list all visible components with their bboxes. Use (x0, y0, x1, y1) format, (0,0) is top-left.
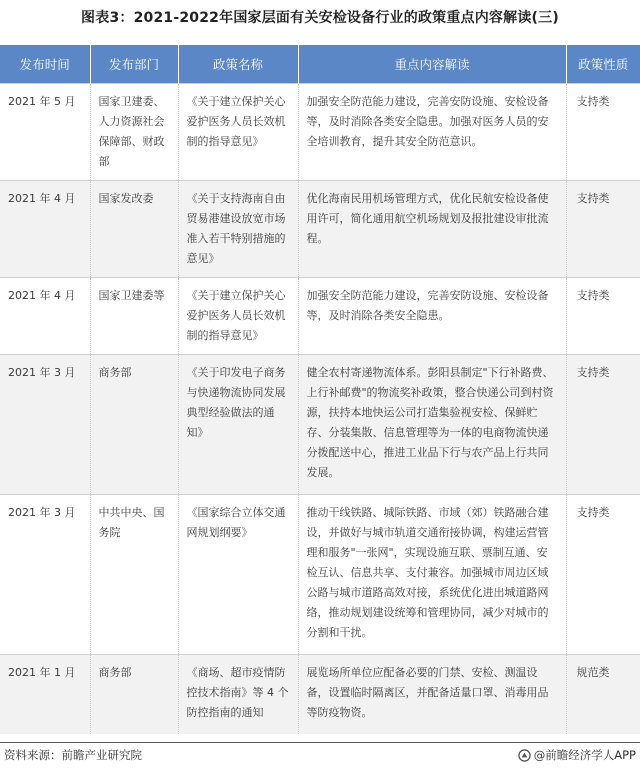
cell-nature: 规范类 (566, 654, 640, 734)
brand-text: @前瞻经济学人APP (533, 748, 636, 762)
header-policy: 政策名称 (178, 45, 298, 83)
table-header-row (0, 45, 640, 83)
cell-dept: 国家发改委 (90, 180, 178, 277)
brand-credit (518, 747, 636, 763)
cell-policy: 《关于支持海南自由贸易港建设放宽市场准入若干特别措施的意见》 (178, 180, 298, 277)
cell-nature: 支持类 (566, 83, 640, 180)
cell-content: 加强安全防范能力建设，完善安防设施、安检设备等，及时消除各类安全隐患。加强对医务人员的安全培训教育，提升其安全防范意识。 (298, 83, 566, 180)
cell-dept: 国家卫建委等 (90, 277, 178, 354)
cell-policy: 《商场、超市疫情防控技术指南》等 4 个防控指南的通知 (178, 654, 298, 734)
cell-content: 推动干线铁路、城际铁路、市域（郊）铁路融合建设，并做好与城市轨道交通衔接协调，构建运营管理和服务"一张网"，实现设施互联、票制互通、安检互认、信息共享、支付兼容。加强城市周边区域公路与城市道路高效对接，系统优化进出城道路网络，推动规划建设统筹和管理协同，减少对城市的分割和干扰。 (298, 494, 566, 654)
cell-nature: 支持类 (566, 277, 640, 354)
cell-dept: 商务部 (90, 354, 178, 494)
cell-date: 2021 年 5 月 (0, 83, 90, 180)
cell-date: 2021 年 1 月 (0, 654, 90, 734)
table-row (0, 494, 640, 654)
cell-content: 健全农村寄递物流体系。彭阳县制定"下行补路费、上行补邮费"的物流奖补政策，整合快递公司到村资源，扶持本地快运公司打造集验视安检、保鲜贮存、分装集散、信息管理等为一体的电商物流快递分拨配送中心，推进工业品下行与农产品上行共同发展。 (298, 354, 566, 494)
policy-table (0, 45, 640, 734)
table-row (0, 654, 640, 734)
header-date: 发布时间 (0, 45, 90, 83)
cell-policy: 《关于建立保护关心爱护医务人员长效机制的指导意见》 (178, 83, 298, 180)
cell-policy: 《关于建立保护关心爱护医务人员长效机制的指导意见》 (178, 277, 298, 354)
cell-dept: 国家卫建委、人力资源社会保障部、财政部 (90, 83, 178, 180)
cell-dept: 商务部 (90, 654, 178, 734)
header-nature: 政策性质 (566, 45, 640, 83)
cell-date: 2021 年 4 月 (0, 277, 90, 354)
cell-nature: 支持类 (566, 354, 640, 494)
cell-content: 展览场所单位应配备必要的门禁、安检、测温设备，设置临时隔离区，并配备适量口罩、消毒用品等防疫物资。 (298, 654, 566, 734)
brand-logo-icon (518, 749, 531, 762)
table-row (0, 277, 640, 354)
header-content: 重点内容解读 (298, 45, 566, 83)
cell-policy: 《关于印发电子商务与快递物流协同发展典型经验做法的通知》 (178, 354, 298, 494)
cell-nature: 支持类 (566, 494, 640, 654)
cell-policy: 《国家综合立体交通网规划纲要》 (178, 494, 298, 654)
cell-content: 优化海南民用机场管理方式，优化民航安检设备使用许可，简化通用航空机场规划及报批建设审批流程。 (298, 180, 566, 277)
cell-date: 2021 年 3 月 (0, 354, 90, 494)
footer (0, 742, 640, 773)
table-row (0, 83, 640, 180)
header-dept: 发布部门 (90, 45, 178, 83)
cell-date: 2021 年 3 月 (0, 494, 90, 654)
table-row (0, 354, 640, 494)
cell-dept: 中共中央、国务院 (90, 494, 178, 654)
cell-date: 2021 年 4 月 (0, 180, 90, 277)
source-note: 资料来源：前瞻产业研究院 (4, 748, 142, 762)
cell-content: 加强安全防范能力建设，完善安防设施、安检设备等，及时消除各类安全隐患。 (298, 277, 566, 354)
page-title: 图表3：2021-2022年国家层面有关安检设备行业的政策重点内容解读(三) (81, 10, 559, 26)
table-row (0, 180, 640, 277)
cell-nature: 支持类 (566, 180, 640, 277)
